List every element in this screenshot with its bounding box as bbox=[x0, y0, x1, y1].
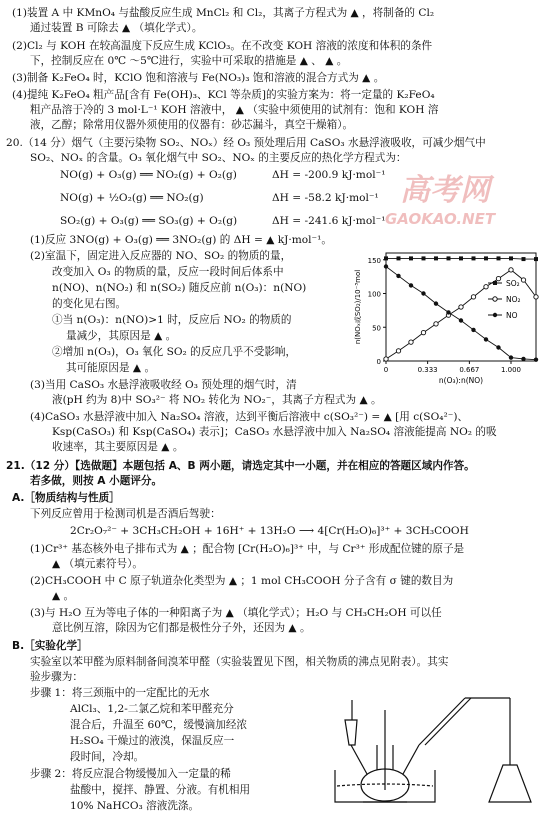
point-no2 bbox=[471, 295, 475, 299]
q20-part-2f: 量减少，其原因是 ▲ 。 bbox=[66, 330, 177, 342]
q21-a-part-1: (1)Cr³⁺ 基态核外电子排布式为 ▲ ；配合物 [Cr(H₂O)₆]³⁺ 中，与 Cr³⁺ 形成配位键的原子是 bbox=[30, 543, 465, 555]
point-no bbox=[421, 291, 425, 295]
point-so2 bbox=[497, 256, 501, 260]
legend-marker bbox=[493, 297, 497, 301]
point-no2 bbox=[409, 340, 413, 344]
q21-b-step1-a: 步骤 1：将三颈瓶中的一定配比的无水 bbox=[30, 687, 210, 699]
q19-line-1: (1)装置 A 中 KMnO₄ 与盐酸反应生成 MnCl₂ 和 Cl₂，其离子方程式为 ▲ ，将制备的 Cl₂ bbox=[12, 7, 435, 19]
point-so2 bbox=[509, 256, 513, 260]
q19-line-2: (2)Cl₂ 与 KOH 在较高温度下反应生成 KClO₃。在不改变 KOH 溶液的浓度和体积的条件 bbox=[12, 40, 433, 52]
q20-part-4a: (4)CaSO₃ 水悬浮液中加入 Na₂SO₄ 溶液，达到平衡后溶液中 c(SO₃²⁻) = ▲ [用 c(SO₄²⁻)、 bbox=[30, 411, 469, 423]
q21-b-step1-d: H₂SO₄ 干燥过的液溴，保温反应一 bbox=[70, 735, 235, 747]
q21-b-step1-e: 段时间，冷却。 bbox=[70, 751, 145, 763]
point-no bbox=[409, 283, 413, 287]
point-so2 bbox=[422, 256, 426, 260]
q21-b-line-1: 实验室以苯甲醛为原料制备间溴苯甲醛（实验装置见下图，相关物质的沸点见附表）。其实 bbox=[30, 656, 449, 668]
point-so2 bbox=[522, 257, 526, 261]
point-no2 bbox=[509, 268, 513, 272]
q19-line-4c: 液，乙醇；除常用仪器外须使用的仪器有：砂芯漏斗，真空干燥箱）。 bbox=[30, 119, 354, 131]
point-no bbox=[509, 355, 513, 359]
nox-chart-svg bbox=[352, 245, 547, 385]
q20-part-2a: (2)室温下，固定进入反应器的 NO、SO₂ 的物质的量， bbox=[30, 250, 292, 262]
q20-part-3b: 液(pH 约为 8)中 SO₃²⁻ 将 NO₂ 转化为 NO₂⁻，其离子方程式为 ▲ 。 bbox=[52, 394, 382, 406]
y-tick-label: 150 bbox=[367, 256, 381, 265]
q21-a-line-1: 下列反应曾用于检测司机是否酒后驾驶： bbox=[30, 508, 221, 520]
q19-line-3: (3)制备 K₂FeO₄ 时，KClO 饱和溶液与 Fe(NO₃)₃ 饱和溶液的混合方式为 ▲ 。 bbox=[12, 72, 385, 84]
point-so2 bbox=[384, 256, 388, 260]
q20-part-2b: 改变加入 O₃ 的物质的量，反应一段时间后体系中 bbox=[52, 266, 284, 278]
point-no bbox=[434, 301, 438, 305]
point-no2 bbox=[421, 330, 425, 334]
point-no bbox=[396, 274, 400, 278]
x-tick-label: 1.000 bbox=[500, 366, 522, 374]
condenser bbox=[419, 698, 465, 745]
point-no bbox=[534, 357, 538, 361]
x-tick-label: 0 bbox=[383, 366, 389, 374]
point-no2 bbox=[384, 357, 388, 361]
legend-label: SO₂ bbox=[506, 279, 520, 288]
q20-part-2g: ②增加 n(O₃)，O₃ 氧化 SO₂ 的反应几乎不受影响， bbox=[52, 346, 297, 358]
q21-b-title: B.［实验化学］ bbox=[12, 640, 88, 652]
q20-part-1: (1)反应 3NO(g) + O₃(g) ══ 3NO₂(g) 的 ΔH = ▲ kJ·mol⁻¹。 bbox=[30, 234, 332, 246]
point-no2 bbox=[521, 278, 525, 282]
q20-part-2h: 其可能原因是 ▲ 。 bbox=[66, 362, 156, 374]
q21-heading: 21.（12 分）【选做题】本题包括 A、B 两小题，请选定其中一小题，并在相应的答题区域内作答。 bbox=[6, 460, 475, 472]
thermo-eq-3: SO₂(g) + O₃(g) ══ SO₃(g) + O₂(g) bbox=[60, 215, 238, 227]
q20-part-2e: ①当 n(O₃)：n(NO)>1 时，反应后 NO₂ 的物质的 bbox=[52, 314, 292, 326]
q21-a-part-1b: ▲ （填元素符号）。 bbox=[52, 558, 143, 570]
q21-a-part-3b: 意比例互溶，除因为它们都是极性分子外，还因为 ▲ 。 bbox=[52, 622, 311, 634]
receiving-flask bbox=[489, 765, 531, 802]
q21-heading-2: 若多做，则按 A 小题评分。 bbox=[30, 475, 163, 487]
apparatus-diagram bbox=[315, 690, 550, 810]
q20-heading: 20.（14 分）烟气（主要污染物 SO₂、NOₓ）经 O₃ 预处理后用 CaSO₃ 水悬浮液吸收，可减少烟气中 bbox=[6, 137, 486, 149]
legend-label: NO₂ bbox=[506, 295, 521, 304]
point-so2 bbox=[472, 256, 476, 260]
thermo-eq-2: NO(g) + ½O₂(g) ══ NO₂(g) bbox=[60, 192, 204, 204]
q20-part-2c: n(NO)、n(NO₂) 和 n(SO₂) 随反应前 n(O₃)：n(NO) bbox=[52, 282, 307, 294]
q21-b-step2-a: 步骤 2：将反应混合物缓慢加入一定量的稀 bbox=[30, 768, 231, 780]
x-axis-label: n(O₃):n(NO) bbox=[438, 376, 484, 385]
point-no2 bbox=[484, 285, 488, 289]
point-no2 bbox=[396, 349, 400, 353]
point-so2 bbox=[409, 256, 413, 260]
q20-part-3a: (3)当用 CaSO₃ 水悬浮液吸收经 O₃ 预处理的烟气时，清 bbox=[30, 379, 297, 391]
q21-a-title: A.［物质结构与性质］ bbox=[12, 492, 120, 504]
thermo-dh-3: ΔH = -241.6 kJ·mol⁻¹ bbox=[272, 215, 386, 227]
point-no bbox=[459, 318, 463, 322]
nox-chart bbox=[352, 245, 547, 385]
q21-a-part-3: (3)与 H₂O 互为等电子体的一种阳离子为 ▲ （填化学式）；H₂O 与 CH₃CH₂OH 可以任 bbox=[30, 607, 442, 619]
q19-line-1b: 通过装置 B 可除去 ▲ （填化学式）。 bbox=[30, 22, 203, 34]
legend-marker bbox=[493, 313, 497, 317]
thermo-dh-2: ΔH = -58.2 kJ·mol⁻¹ bbox=[272, 192, 379, 204]
y-axis-label: n(NOₓ或SO₂)/10⁻³mol bbox=[354, 269, 362, 345]
q21-b-step1-c: 混合后，升温至 60℃，缓慢滴加经浓 bbox=[70, 719, 248, 731]
point-no bbox=[521, 357, 525, 361]
watermark-url: GAOKAO.NET bbox=[385, 210, 496, 228]
point-no bbox=[484, 337, 488, 341]
x-tick-label: 0.333 bbox=[417, 366, 438, 374]
point-no bbox=[471, 328, 475, 332]
point-so2 bbox=[484, 256, 488, 260]
q21-a-part-2b: ▲ 。 bbox=[52, 590, 75, 602]
q21-a-equation: 2Cr₂O₇²⁻ + 3CH₃CH₂OH + 16H⁺ + 13H₂O ⟶ 4[Cr(H₂O)₆]³⁺ + 3CH₃COOH bbox=[70, 525, 469, 537]
point-so2 bbox=[534, 257, 538, 261]
y-tick-label: 0 bbox=[376, 358, 381, 366]
point-no2 bbox=[496, 276, 500, 280]
q19-line-4b: 粗产品溶于冷的 3 mol·L⁻¹ KOH 溶液中， ▲ （实验中须使用的试剂有：饱和 KOH 溶 bbox=[30, 104, 439, 116]
point-so2 bbox=[447, 256, 451, 260]
thermo-eq-1: NO(g) + O₃(g) ══ NO₂(g) + O₂(g) bbox=[60, 169, 237, 181]
q19-line-2b: 下，控制反应在 0℃ ～5℃进行，实验中可采取的措施是 ▲ 、 ▲ 。 bbox=[30, 55, 348, 67]
q20-part-2d: 的变化见右图。 bbox=[52, 298, 127, 310]
legend-label: NO bbox=[506, 311, 518, 320]
watermark-brand: 高考网 bbox=[400, 173, 490, 208]
q21-b-step2-c: 10% NaHCO₃ 溶液洗涤。 bbox=[70, 800, 200, 812]
q20-part-4c: 收速率，其主要原因是 ▲ 。 bbox=[52, 441, 184, 453]
q20-heading-2: SO₂、NOₓ 的含量。O₃ 氧化烟气中 SO₂、NOₓ 的主要反应的热化学方程式为： bbox=[30, 152, 407, 164]
point-no2 bbox=[459, 305, 463, 309]
point-no bbox=[496, 345, 500, 349]
q21-b-line-1b: 验步骤为： bbox=[30, 671, 83, 683]
point-no bbox=[384, 264, 388, 268]
dropping-funnel bbox=[345, 720, 357, 745]
y-tick-label: 100 bbox=[367, 290, 381, 299]
q21-b-step1-b: AlCl₃、1,2-二氯乙烷和苯甲醛充分 bbox=[70, 703, 234, 715]
thermo-dh-1: ΔH = -200.9 kJ·mol⁻¹ bbox=[272, 169, 386, 181]
point-no bbox=[446, 310, 450, 314]
q21-a-part-2: (2)CH₃COOH 中 C 原子轨道杂化类型为 ▲ ；1 mol CH₃COOH 分子含有 σ 键的数目为 bbox=[30, 575, 454, 587]
y-tick-label: 50 bbox=[372, 324, 381, 333]
point-so2 bbox=[397, 256, 401, 260]
point-no2 bbox=[534, 295, 538, 299]
q20-part-4b: Ksp(CaSO₃) 和 Ksp(CaSO₄) 表示]；CaSO₃ 水悬浮液中加入 Na₂SO₄ 溶液能提高 NO₂ 的吸 bbox=[52, 426, 497, 438]
point-no2 bbox=[434, 322, 438, 326]
q19-line-4: (4)提纯 K₂FeO₄ 粗产品[含有 Fe(OH)₃、KCl 等杂质]的实验方案为：将一定量的 K₂FeO₄ bbox=[12, 89, 435, 101]
point-so2 bbox=[459, 256, 463, 260]
point-so2 bbox=[434, 256, 438, 260]
q21-b-step2-b: 盐酸中，搅拌、静置、分液。有机相用 bbox=[70, 784, 251, 796]
x-tick-label: 0.667 bbox=[459, 366, 480, 374]
